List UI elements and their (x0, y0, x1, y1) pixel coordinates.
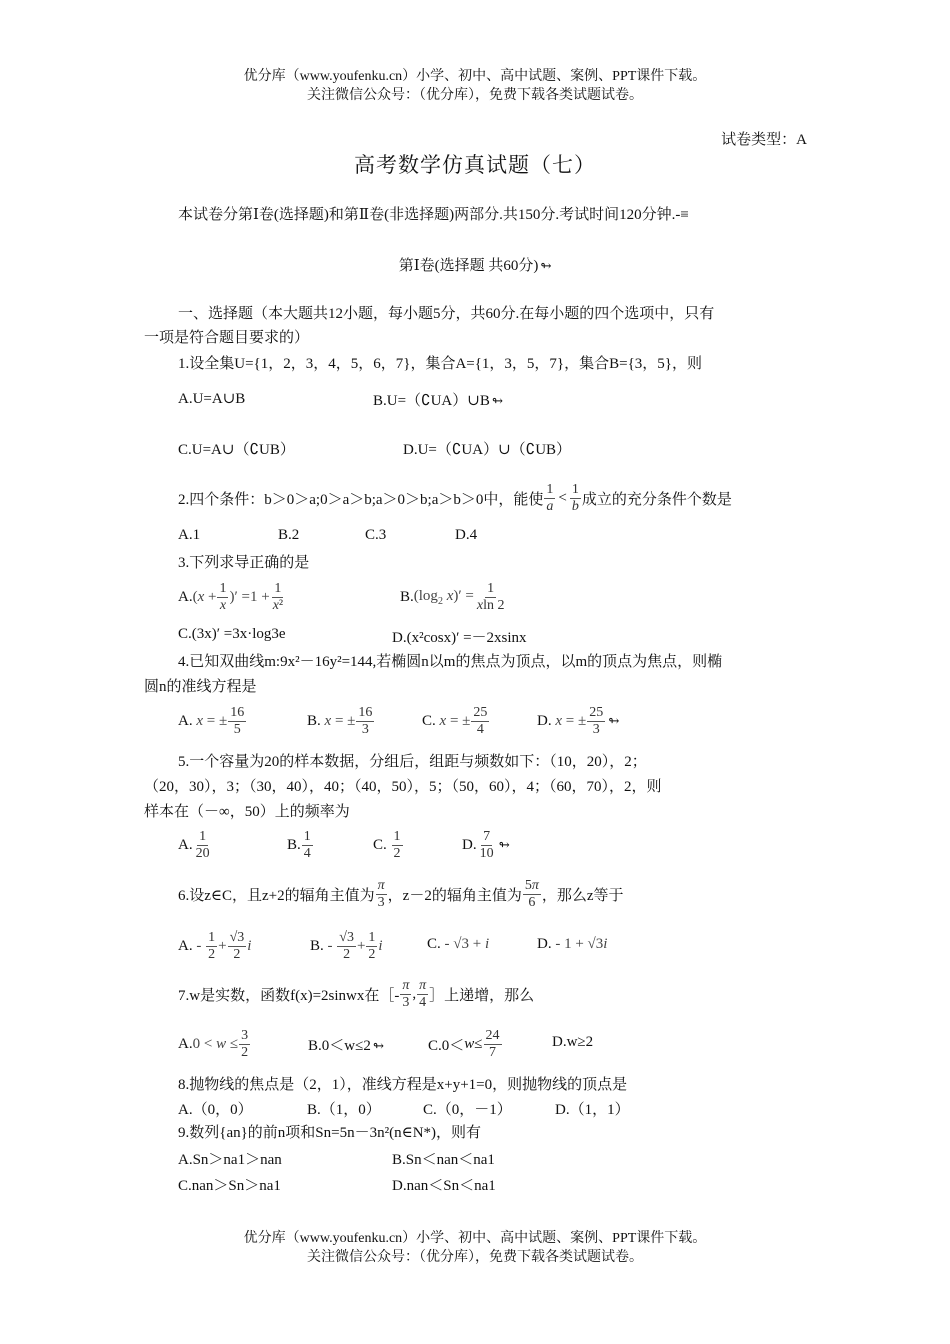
page-footer-line1: 优分库（www.youfenku.cn）小学、初中、高中试题、案例、PPT课件下载。 (243, 1231, 707, 1246)
q1-option-a: A.U=A∪B (178, 391, 246, 407)
q6-option-a: A. - $\frac{1}{2}$ + $\frac{√3}{2}$ i (178, 929, 252, 962)
q4-option-c: C. x = ± $\frac{25}{4}$ (422, 704, 488, 737)
q4-option-b: B. x = ± $\frac{16}{3}$ (307, 704, 373, 737)
q7-option-c: C.0＜ w ≤ $\frac{24}{7}$ (428, 1027, 500, 1060)
page-footer-line2: 关注微信公众号：（优分库），免费下载各类试题试卷。 (307, 1250, 643, 1265)
page-header-line1: 优分库（www.youfenku.cn）小学、初中、高中试题、案例、PPT课件下载。 (243, 69, 707, 84)
q9-option-b: B.Sn＜nan＜na1 (392, 1152, 495, 1168)
fraction-1-over-b: $\frac{1}{b}$ (571, 481, 579, 514)
page-title: 高考数学仿真试题（七） (354, 153, 596, 177)
q3-stem: 3.下列求导正确的是 (178, 555, 310, 571)
q8-stem: 8.抛物线的焦点是（2，1），准线方程是x+y+1=0，则抛物线的顶点是 (178, 1077, 628, 1093)
q3-option-d: D.(x²cosx)′ =－2xsinx (392, 630, 527, 646)
q5-option-a: A. $\frac{1}{20}$ (178, 828, 210, 861)
link-mark-icon: ↬ (608, 713, 620, 728)
part1-intro-line2: 一项是符合题目要求的） (144, 330, 310, 346)
q8-option-c: C.（0，－1） (423, 1102, 512, 1118)
link-mark-icon: ↬ (540, 258, 552, 273)
q2-option-c: C.3 (365, 527, 387, 543)
q3-option-a: A. (x + $\frac{1}{x}$ )′ =1 + $\frac{1}{\text{x²}}$ (178, 580, 284, 613)
q2-stem: 2.四个条件：b＞0＞a;0＞a＞b;a＞0＞b;a＞b＞0中，能使 $\frac{1}{a}$ < $\frac{1}{b}$ 成立的充分条件个数是 (178, 481, 732, 514)
q8-option-d: D.（1，1） (555, 1102, 630, 1118)
q7-stem: 7.w是实数，函数f(x)=2sinwx在［- $\frac{\pi}{3}$ , $\frac{\pi}{4}$ ］上递增，那么 (178, 977, 535, 1010)
q3-option-b: B. ($\log_2$ x)′ = $\frac{1}{xln 2}$ (400, 580, 505, 613)
q4-stem-line1: 4.已知双曲线m:9x²－16y²=144,若椭圆n以m的焦点为顶点，以m的顶点为焦点，则椭 (178, 654, 723, 670)
fraction-1-over-a: $\frac{1}{a}$ (546, 481, 554, 514)
q9-option-a: A.Sn＞na1＞nan (178, 1152, 282, 1168)
q2-option-b: B.2 (278, 527, 300, 543)
q6-option-d: D. - 1 + √3i (537, 936, 608, 952)
q8-option-b: B.（1，0） (307, 1102, 381, 1118)
q1-option-b: B.U=（∁UA）∪B ↬ (373, 393, 503, 409)
q2-option-a: A.1 (178, 527, 201, 543)
q5-option-c: C. $\frac{1}{2}$ (373, 828, 401, 861)
q2-option-d: D.4 (455, 527, 478, 543)
q7-option-d: D.w≥2 (552, 1034, 594, 1050)
q4-option-a: A. x = ± $\frac{16}{5}$ (178, 704, 245, 737)
q5-stem-line1: 5.一个容量为20的样本数据，分组后，组距与频数如下：（10，20），2； (178, 754, 647, 770)
q5-stem-line2: （20，30），3；（30，40），40；（40，50），5；（50，60），4；（60，70），2，则 (144, 779, 662, 795)
q8-option-a: A.（0，0） (178, 1102, 253, 1118)
q6-stem: 6.设z∈C，且z+2的辐角主值为 $\frac{\pi}{3}$ ，z－2的辐角主值为 $\frac{5\pi}{6}$ ，那么z等于 (178, 877, 624, 910)
q6-option-c: C. - √3 + i (427, 936, 490, 952)
q5-option-d: D. $\frac{7}{10}$ ↬ (462, 828, 510, 861)
q5-stem-line3: 样本在（－∞，50）上的频率为 (144, 804, 350, 820)
part1-intro-line1: 一、选择题（本大题共12小题，每小题5分，共60分.在每小题的四个选项中，只有 (178, 306, 715, 322)
q1-option-d: D.U=（∁UA）∪（∁UB） (403, 442, 572, 458)
paper-type: 试卷类型：A (721, 132, 807, 148)
link-mark-icon: ↬ (491, 393, 503, 408)
q4-stem-line2: 圆n的准线方程是 (144, 679, 257, 695)
q3-option-c: C.(3x)′ =3x·log3e (178, 626, 286, 642)
q7-option-b: B.0＜w≤2 ↬ (308, 1038, 384, 1054)
section-heading: 第Ⅰ卷(选择题 共60分) ↬ (398, 258, 552, 274)
link-mark-icon: ↬ (372, 1038, 384, 1053)
intro-text: 本试卷分第Ⅰ卷(选择题)和第Ⅱ卷(非选择题)两部分.共150分.考试时间120分钟.-≡ (178, 207, 689, 223)
q6-option-b: B. - $\frac{√3}{2}$ + $\frac{1}{2}$ i (310, 929, 383, 962)
q9-option-c: C.nan＞Sn＞na1 (178, 1178, 281, 1194)
q4-option-d: D. x = ± $\frac{25}{3}$ ↬ (537, 704, 620, 737)
q5-option-b: B. $\frac{1}{4}$ (287, 828, 311, 861)
q7-option-a: A. 0 < w ≤ $\frac{3}{2}$ (178, 1027, 249, 1060)
q1-stem: 1.设全集U={1，2，3，4，5，6，7}，集合A={1，3，5，7}，集合B={3，5}，则 (178, 356, 702, 372)
link-mark-icon: ↬ (498, 837, 510, 852)
q9-stem: 9.数列{an}的前n项和Sn=5n－3n²(n∈N*)，则有 (178, 1125, 482, 1141)
page-header-line2: 关注微信公众号：（优分库），免费下载各类试题试卷。 (307, 88, 643, 103)
q1-option-c: C.U=A∪（∁UB） (178, 442, 295, 458)
q9-option-d: D.nan＜Sn＜na1 (392, 1178, 496, 1194)
